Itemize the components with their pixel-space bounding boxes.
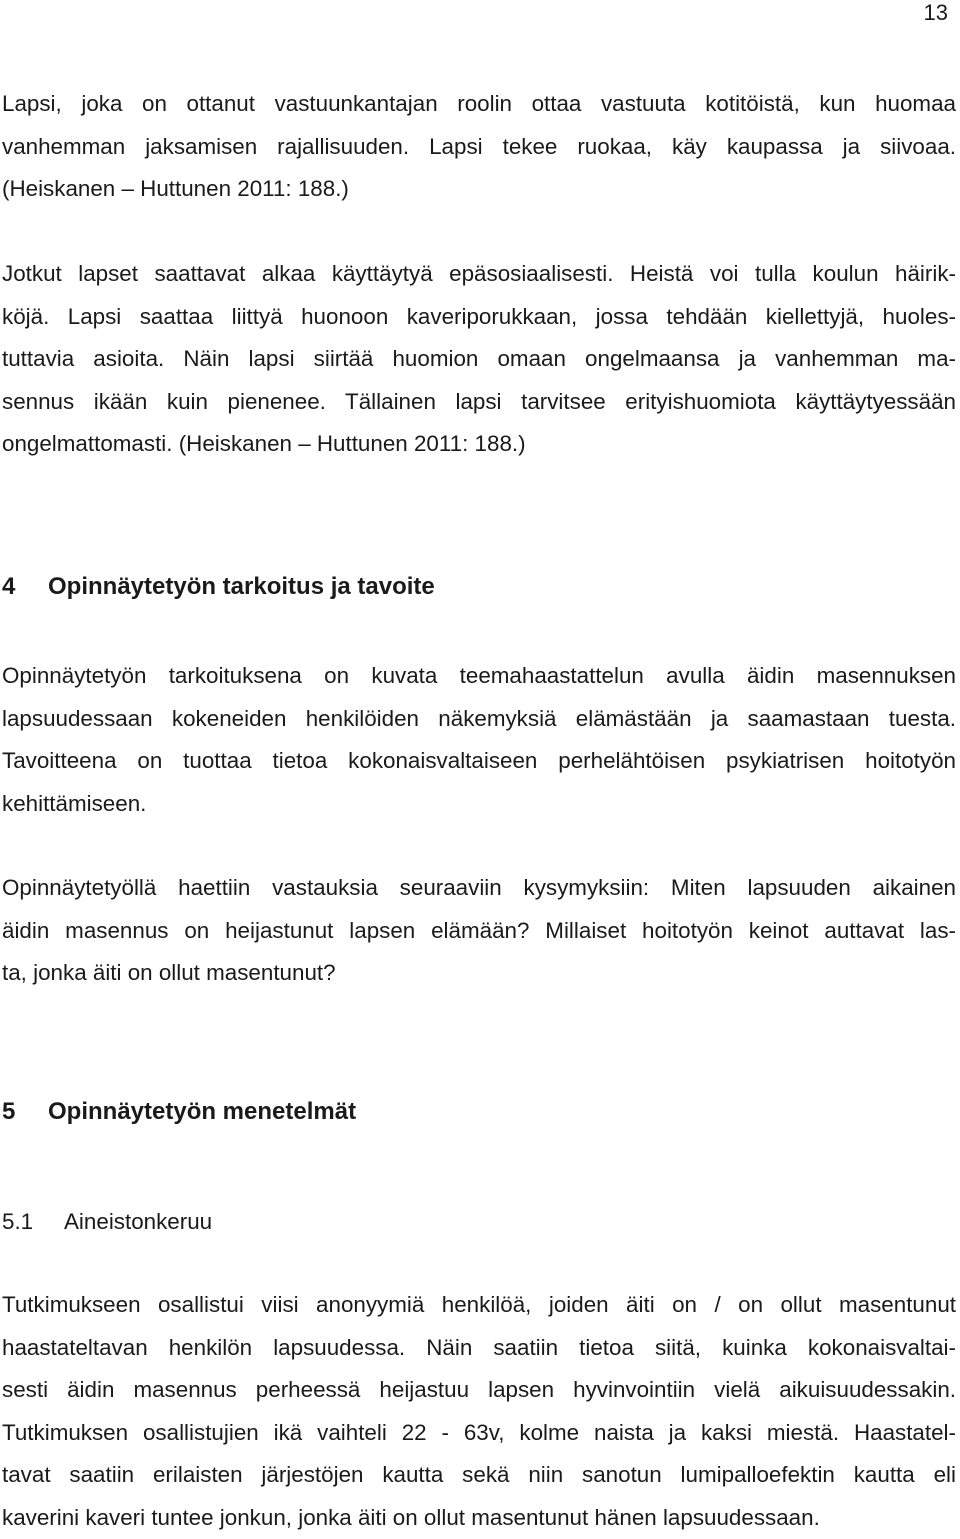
text-line: Opinnäytetyön tarkoituksena on kuvata teemahaastattelun avulla äidin masennuksen xyxy=(2,655,956,698)
text-line: lapsuudessaan kokeneiden henkilöiden näkemyksiä elämästään ja saamastaan tuesta. xyxy=(2,698,956,741)
text-line: kaverini kaveri tuntee jonkun, jonka äiti on ollut masentunut hänen lapsuudessaan. xyxy=(2,1497,956,1539)
text-line: vanhemman jaksamisen rajallisuuden. Lapsi tekee ruokaa, käy kaupassa ja siivoaa. xyxy=(2,126,956,169)
subsection-title: Aineistonkeruu xyxy=(64,1209,212,1234)
text-line: ta, jonka äiti on ollut masentunut? xyxy=(2,952,956,995)
text-line: Jotkut lapset saattavat alkaa käyttäytyä epäsosiaalisesti. Heistä voi tulla koulun häirik- xyxy=(2,253,956,296)
subsection-heading xyxy=(2,1207,212,1237)
section-number: 4 xyxy=(2,572,48,602)
paragraph xyxy=(2,83,956,211)
text-line: kehittämiseen. xyxy=(2,783,956,826)
paragraph xyxy=(2,1284,956,1539)
text-line: sennus ikään kuin pienenee. Tällainen lapsi tarvitsee erityishuomiota käyttäytyessään xyxy=(2,381,956,424)
text-line: Tutkimuksen osallistujien ikä vaihteli 22 - 63v, kolme naista ja kaksi miestä. Haastatel- xyxy=(2,1412,956,1455)
text-line: sesti äidin masennus perheessä heijastuu lapsen hyvinvointiin vielä aikuisuudessakin. xyxy=(2,1369,956,1412)
section-number: 5 xyxy=(2,1097,48,1127)
text-line: (Heiskanen – Huttunen 2011: 188.) xyxy=(2,168,956,211)
text-line: tuttavia asioita. Näin lapsi siirtää huomion omaan ongelmaansa ja vanhemman ma- xyxy=(2,338,956,381)
text-line: haastateltavan henkilön lapsuudessa. Näin saatiin tietoa siitä, kuinka kokonaisvaltai- xyxy=(2,1327,956,1370)
subsection-number: 5.1 xyxy=(2,1207,64,1237)
paragraph xyxy=(2,253,956,466)
text-line: Tutkimukseen osallistui viisi anonyymiä henkilöä, joiden äiti on / on ollut masentunut xyxy=(2,1284,956,1327)
text-line: Tavoitteena on tuottaa tietoa kokonaisvaltaiseen perhelähtöisen psykiatrisen hoitotyön xyxy=(2,740,956,783)
text-line: tavat saatiin erilaisten järjestöjen kautta sekä niin sanotun lumipalloefektin kautta eli xyxy=(2,1454,956,1497)
page-number: 13 xyxy=(924,0,948,26)
section-title: Opinnäytetyön menetelmät xyxy=(48,1098,356,1125)
text-line: köjä. Lapsi saattaa liittyä huonoon kaveriporukkaan, jossa tehdään kiellettyjä, huoles- xyxy=(2,296,956,339)
text-line: ongelmattomasti. (Heiskanen – Huttunen 2011: 188.) xyxy=(2,423,956,466)
paragraph xyxy=(2,655,956,825)
section-heading xyxy=(2,572,435,602)
paragraph xyxy=(2,867,956,995)
section-title: Opinnäytetyön tarkoitus ja tavoite xyxy=(48,573,435,600)
text-line: Opinnäytetyöllä haettiin vastauksia seuraaviin kysymyksiin: Miten lapsuuden aikainen xyxy=(2,867,956,910)
text-line: äidin masennus on heijastunut lapsen elämään? Millaiset hoitotyön keinot auttavat las- xyxy=(2,910,956,953)
section-heading xyxy=(2,1097,356,1127)
text-line: Lapsi, joka on ottanut vastuunkantajan roolin ottaa vastuuta kotitöistä, kun huomaa xyxy=(2,83,956,126)
